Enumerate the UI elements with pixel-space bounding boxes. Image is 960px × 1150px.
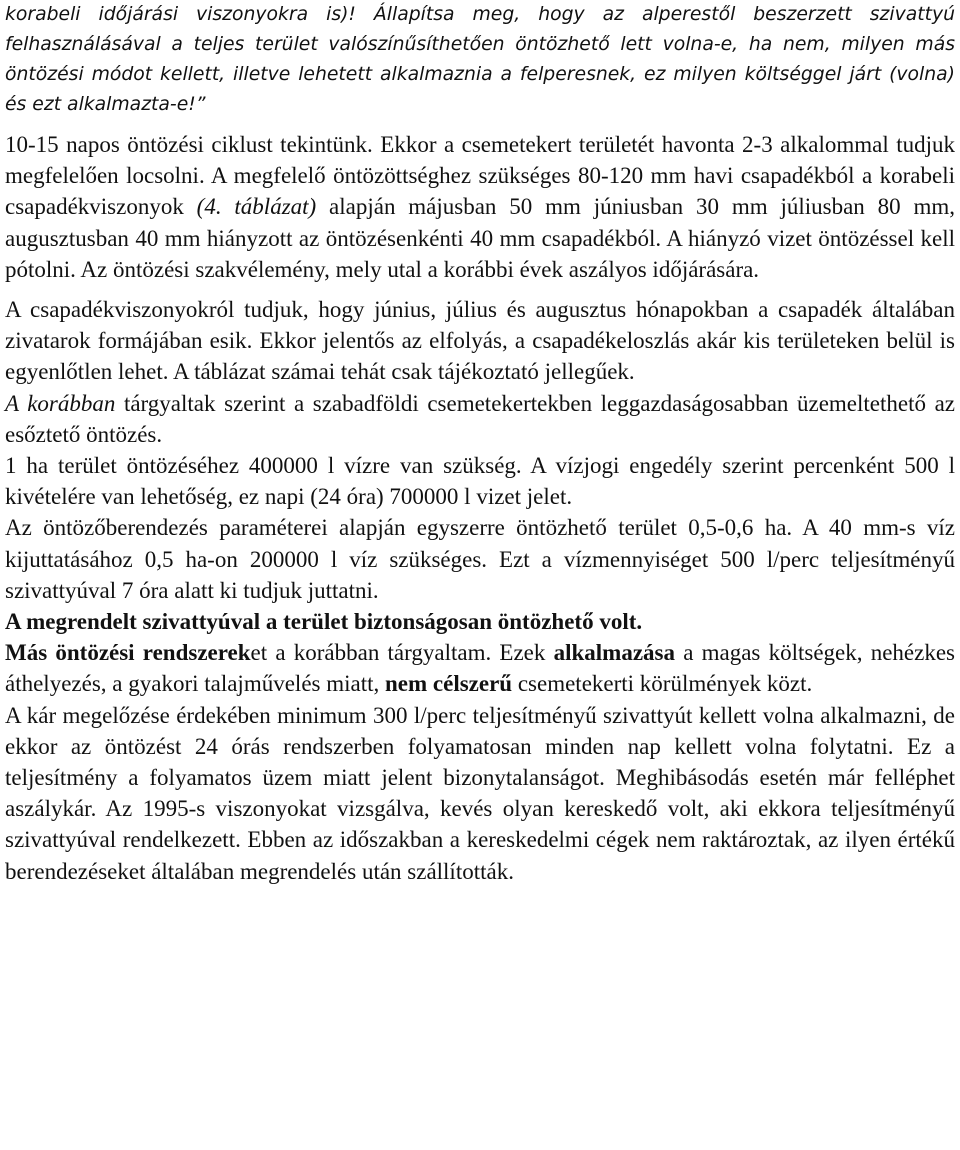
paragraph-equipment-parameters: Az öntözőberendezés paraméterei alapján egyszerre öntözhető terület 0,5-0,6 ha. A 40 mm-s víz kijuttatásához 0,5 ha-on 200000 l víz szükséges. Ezt a vízmennyiséget 500 l/perc teljesítményű szivattyúval 7 óra alatt ki tudjuk juttatni.: [5, 515, 955, 603]
paragraph-water-need: 1 ha terület öntözéséhez 400000 l vízre van szükség. A vízjogi engedély szerint percenként 500 l kivételére van lehetőség, ez napi (24 óra) 700000 l vizet jelet.: [5, 453, 955, 510]
document-page: [5, 0, 955, 887]
table-reference: (4. táblázat): [196, 194, 317, 220]
conclusion-bold: A megrendelt szivattyúval a terület biztonságosan öntözhető volt.: [5, 609, 643, 635]
paragraph-precipitation: A csapadékviszonyokról tudjuk, hogy június, július és augusztus hónapokban a csapadék általában zivatarok formájában esik. Ekkor jelentős az elfolyás, a csapadékeloszlás akár kis területeken belül is egyenlőtlen lehet. A táblázat számai tehát csak tájékoztató jellegűek.: [5, 297, 955, 385]
spacer: [5, 120, 955, 129]
bold-phrase: Más öntözési rendszerek: [5, 640, 251, 666]
paragraph-text: a magas költségek, nehézkes áthelyezés, a gyakori talajművelés miatt,: [5, 640, 955, 697]
paragraph-irrigation-cycle: [5, 129, 955, 285]
paragraph-text: alapján májusban 50 mm júniusban 30 mm júliusban 80 mm, augusztusban 40 mm hiányzott az öntözésenkénti 40 mm csapadékból. A hiányzó vizet öntözéssel kell pótolni. Az öntözési szakvélemény, mely utal a korábbi évek aszályos időjárására.: [5, 194, 955, 282]
paragraph-italic-lead: A korábban: [5, 390, 116, 416]
paragraph-text: tárgyaltak szerint a szabadföldi csemetekertekben leggazdaságosabban üzemeltethető az esőztető öntözés.: [5, 390, 955, 447]
paragraph-text: et a korábban tárgyaltam. Ezek: [250, 640, 554, 666]
paragraph-other-systems: [5, 637, 955, 699]
paragraph-sprinkler: [5, 388, 955, 450]
spacer: [5, 285, 955, 294]
bold-phrase: alkalmazása: [553, 640, 675, 666]
paragraph-text: 10-15 napos öntözési ciklust tekintünk. Ekkor a csemetekert területét havonta 2-3 alkalommal tudjuk megfelelően locsolni. A megfelelő öntözöttséghez szükséges 80-120 mm havi csapadékból a korabeli csapadékviszonyok: [5, 132, 955, 220]
paragraph-conclusion: [5, 606, 955, 637]
paragraph-damage-prevention: A kár megelőzése érdekében minimum 300 l/perc teljesítményű szivattyút kellett volna alkalmazni, de ekkor az öntözést 24 órás rendszerben folyamatosan minden nap kellett volna folytatni. Ez a teljesítmény a folyamatos üzem miatt jelent bizonytalanságot. Meghibásodás esetén már felléphet aszálykár. Az 1995-s viszonyokat vizsgálva, kevés olyan kereskedő volt, aki ekkora teljesítményű szivattyúval rendelkezett. Ebben az időszakban a kereskedelmi cégek nem raktároztak, az ilyen értékű berendezéseket általában megrendelés után szállították.: [5, 702, 955, 884]
bold-phrase: nem célszerű: [385, 671, 513, 697]
quoted-task-text: korabeli időjárási viszonyokra is)! Állapítsa meg, hogy az alperestől beszerzett szivattyú felhasználásával a teljes terület valószínűsíthetően öntözhető lett volna-e, ha nem, milyen más öntözési módot kellett, illetve lehetett alkalmaznia a felperesnek, ez milyen költséggel járt (volna) és ezt alkalmazta-e!”: [5, 4, 955, 115]
paragraph-text: csemetekerti körülmények közt.: [512, 671, 813, 697]
